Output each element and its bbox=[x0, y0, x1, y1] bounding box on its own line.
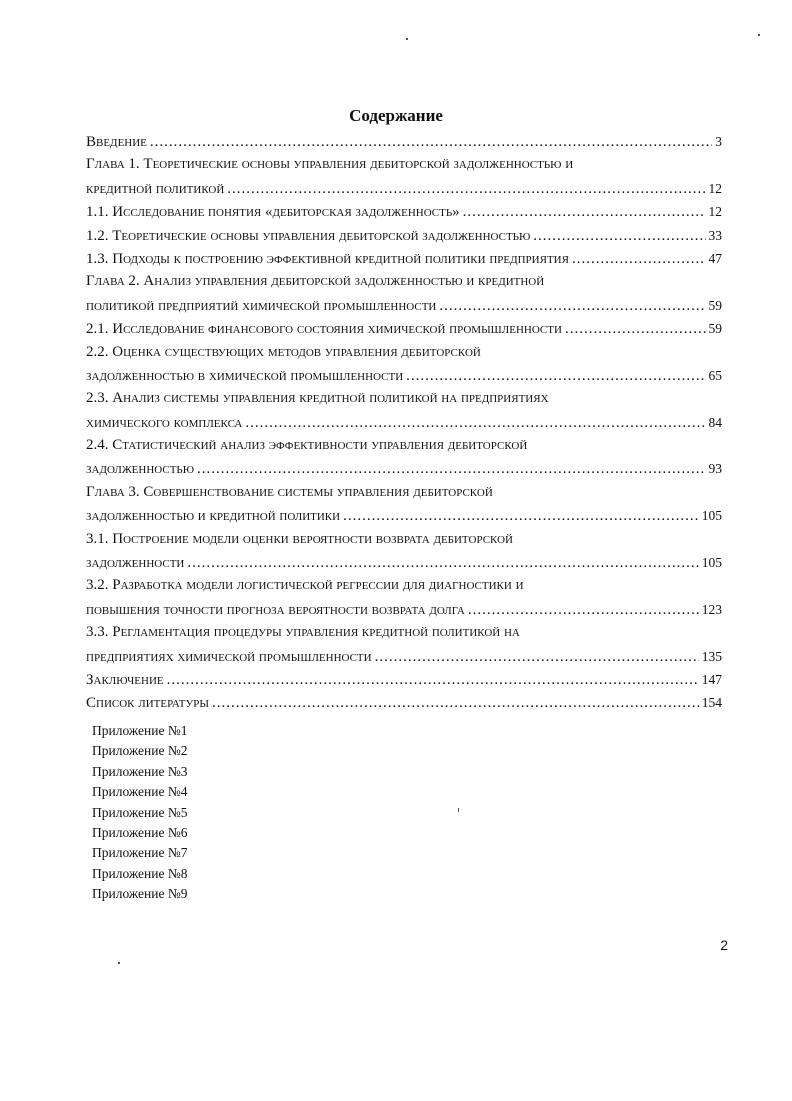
toc-entry-page: 105 bbox=[701, 508, 722, 524]
toc-entry bbox=[86, 481, 722, 504]
toc-entry bbox=[86, 387, 722, 410]
toc-entry-title: задолженностью bbox=[86, 461, 195, 478]
appendix-item: Приложение №2 bbox=[92, 743, 188, 759]
toc-leader-dots bbox=[245, 412, 705, 435]
scan-speck bbox=[758, 34, 760, 36]
toc-leader-dots bbox=[212, 692, 699, 715]
toc-entry-title: 2.1. Исследование финансового состояния химической промышленности bbox=[86, 321, 562, 338]
toc-entry bbox=[86, 645, 722, 668]
toc-entry bbox=[86, 247, 722, 270]
toc-entry bbox=[86, 691, 722, 714]
appendix-list bbox=[92, 721, 187, 905]
toc-leader-dots bbox=[533, 225, 705, 248]
toc-entry-title: кредитной политикой bbox=[86, 180, 225, 197]
toc-entry-page: 93 bbox=[708, 461, 722, 477]
toc-entry-title: 1.3. Подходы к построению эффективной кредитной политики предприятия bbox=[86, 250, 569, 267]
appendix-item: Приложение №5 bbox=[92, 804, 188, 820]
toc-entry-page: 84 bbox=[708, 414, 722, 430]
appendix-item: Приложение №9 bbox=[92, 886, 188, 902]
appendix-item: Приложение №8 bbox=[92, 865, 188, 881]
toc-leader-dots bbox=[150, 131, 712, 154]
toc-entry-page: 59 bbox=[708, 321, 722, 337]
appendix-item: Приложение №4 bbox=[92, 784, 188, 800]
toc-entry bbox=[86, 270, 722, 293]
scan-speck bbox=[118, 962, 120, 964]
toc-entry-title: Список литературы bbox=[86, 695, 210, 712]
toc-leader-dots bbox=[463, 201, 706, 224]
toc-entry-title: задолженностью и кредитной политики bbox=[86, 508, 341, 525]
toc-entry bbox=[86, 224, 722, 247]
toc-entry-page: 59 bbox=[708, 297, 722, 313]
appendix-item: Приложение №7 bbox=[92, 845, 188, 861]
toc-entry-title: повышения точности прогноза вероятности возврата долга bbox=[86, 601, 465, 618]
toc-entry-title: 3.3. Регламентация процедуры управления кредитной политикой на bbox=[86, 624, 520, 641]
toc-leader-dots bbox=[406, 365, 705, 388]
toc-entry bbox=[86, 574, 722, 597]
toc-entry-title: задолженностью в химической промышленности bbox=[86, 367, 404, 384]
toc-leader-dots bbox=[565, 318, 706, 341]
toc-entry bbox=[86, 598, 722, 621]
toc-entry-page: 12 bbox=[708, 180, 722, 196]
toc-entry-page: 105 bbox=[701, 555, 722, 571]
toc-entry bbox=[86, 668, 722, 691]
toc-entry bbox=[86, 153, 722, 176]
toc-entry-title: 2.2. Оценка существующих методов управления дебиторской bbox=[86, 343, 481, 360]
toc-entry-title: Глава 3. Совершенствование системы управления дебиторской bbox=[86, 483, 493, 500]
toc-entry-page: 65 bbox=[708, 367, 722, 383]
toc-leader-dots bbox=[227, 178, 705, 201]
toc-entry-title: Заключение bbox=[86, 671, 164, 688]
toc-entry-title: химического комплекса bbox=[86, 414, 243, 431]
toc-entry-page: 12 bbox=[708, 204, 722, 220]
toc-entry-title: 1.1. Исследование понятия «дебиторская задолженность» bbox=[86, 204, 460, 221]
toc-leader-dots bbox=[343, 505, 699, 528]
toc-leader-dots bbox=[468, 599, 699, 622]
page-number: 2 bbox=[720, 937, 728, 953]
toc-entry bbox=[86, 621, 722, 644]
toc-entry bbox=[86, 411, 722, 434]
toc-entry-title: 2.4. Статистический анализ эффективности управления дебиторской bbox=[86, 437, 528, 454]
toc-entry-title: 3.1. Построение модели оценки вероятности возврата дебиторской bbox=[86, 530, 513, 547]
page-title: Содержание bbox=[349, 106, 443, 125]
appendix-item: Приложение №1 bbox=[92, 723, 188, 738]
toc-entry-page: 3 bbox=[715, 134, 722, 149]
toc-entry bbox=[86, 130, 722, 153]
toc-entry-title: 1.2. Теоретические основы управления дебиторской задолженностью bbox=[86, 227, 531, 244]
toc-entry bbox=[86, 294, 722, 317]
toc-entry-title: предприятиях химической промышленности bbox=[86, 648, 372, 665]
toc-entry bbox=[86, 177, 722, 200]
toc-entry-page: 154 bbox=[701, 695, 722, 711]
toc-entry bbox=[86, 457, 722, 480]
appendix-item: Приложение №6 bbox=[92, 824, 188, 840]
toc-entry-title: Введение bbox=[86, 134, 147, 150]
toc-entry-title: политикой предприятий химической промышленности bbox=[86, 297, 437, 314]
toc-entry bbox=[86, 317, 722, 340]
toc-entry-page: 123 bbox=[701, 601, 722, 617]
scan-speck bbox=[406, 38, 408, 40]
toc-entry bbox=[86, 551, 722, 574]
toc-entry bbox=[86, 504, 722, 527]
scan-speck bbox=[458, 808, 459, 812]
toc-entry-page: 147 bbox=[701, 671, 722, 687]
table-of-contents bbox=[86, 130, 722, 715]
toc-leader-dots bbox=[572, 248, 706, 271]
toc-entry bbox=[86, 528, 722, 551]
appendix-item: Приложение №3 bbox=[92, 763, 188, 779]
toc-entry bbox=[86, 434, 722, 457]
toc-entry bbox=[86, 341, 722, 364]
toc-entry-page: 33 bbox=[708, 227, 722, 243]
toc-entry-title: Глава 1. Теоретические основы управления дебиторской задолженностью и bbox=[86, 156, 574, 173]
toc-leader-dots bbox=[197, 458, 705, 481]
toc-leader-dots bbox=[375, 646, 699, 669]
toc-entry-page: 135 bbox=[701, 648, 722, 664]
toc-entry-title: 3.2. Разработка модели логистической регрессии для диагностики и bbox=[86, 577, 524, 594]
toc-leader-dots bbox=[167, 669, 699, 692]
toc-entry-title: 2.3. Анализ системы управления кредитной политикой на предприятиях bbox=[86, 390, 549, 407]
toc-entry-title: Глава 2. Анализ управления дебиторской задолженностью и кредитной bbox=[86, 273, 545, 290]
toc-entry-page: 47 bbox=[708, 250, 722, 266]
toc-entry bbox=[86, 364, 722, 387]
toc-leader-dots bbox=[187, 552, 698, 575]
toc-leader-dots bbox=[439, 295, 705, 318]
toc-entry-title: задолженности bbox=[86, 555, 185, 572]
toc-entry bbox=[86, 200, 722, 223]
